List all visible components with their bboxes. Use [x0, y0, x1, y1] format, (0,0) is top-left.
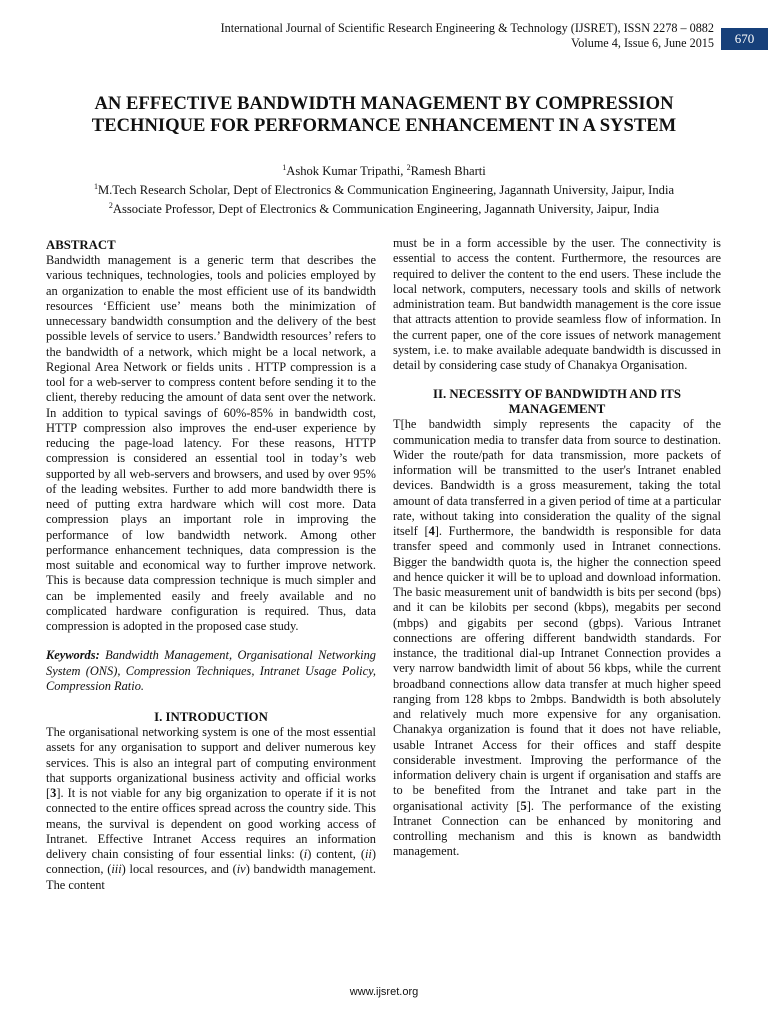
author-2: Ramesh Bharti	[410, 164, 486, 179]
keywords-text: Bandwidth Management, Organisational Networking System (ONS), Compression Techniques, Intranet Usage Policy, Compression Ratio.	[46, 648, 376, 693]
section-2-heading	[393, 387, 721, 417]
page-number-badge: 670	[721, 28, 768, 50]
intro-item-ii: ii	[364, 847, 372, 861]
abstract-heading: ABSTRACT	[46, 238, 116, 252]
section-2-heading-line-2: MANAGEMENT	[508, 402, 606, 417]
footer-url: www.ijsret.org	[349, 986, 419, 998]
intro-item-i: i	[303, 847, 308, 861]
section-2-text-2: ]. Furthermore, the bandwidth is responsible for data transfer speed and commonly used in Intranet connections. Bigger the bandwidth quota is, the higher the connection speed and hence quicker it will be to upload and download information. The basic measurement unit of bandwidth is bits per second (bps) and it can be kilobits per second (kbps), megabits per second (mbps) and gigabits per second (gbps). Various Intranet connections are offering different bandwidth standards. For instance, the traditional dial-up Intranet Connection provides a very narrow bandwidth limit of about 56 kbps, while the current broadband connections allow data transfer at much higher speed ranging from 128 kbps to 2mbps. Bandwidth is both absolutely and relatively much more expensive for any organisation. Chanakya organization is found that it does not have reliable, usable Intranet Access for their offices and staff despite considerable investment. Improving the performance of the information delivery chain is urgent if organisation and staffs are to be benefited from the Intranet and take part in the organisational activity [	[393, 524, 721, 813]
affiliation-mark-2: 2	[108, 201, 113, 211]
citation-4: 4	[428, 524, 435, 538]
intro-text-5: ) local resources, and (	[121, 862, 237, 877]
left-column	[46, 238, 376, 893]
keywords-paragraph	[46, 648, 376, 694]
affiliation-1	[20, 179, 748, 198]
intro-item-iii: iii	[111, 862, 122, 877]
citation-5: 5	[520, 798, 527, 813]
keywords-label: Keywords:	[46, 648, 100, 663]
section-2-text-3: ]. The performance of the existing Intranet Connection can be enhanced by monitoring and controlling mechanism and this is known as bandwidth management.	[393, 798, 722, 859]
author-names	[20, 160, 748, 179]
affiliation-2-text: Associate Professor, Dept of Electronics & Communication Engineering, Jagannath University, Jaipur, India	[112, 202, 660, 217]
intro-text-4: ) connection, (	[46, 847, 376, 877]
journal-name: International Journal of Scientific Research Engineering & Technology (IJSRET), ISSN 2278 – 0882	[220, 21, 714, 35]
paper-title	[20, 93, 748, 137]
volume-issue: Volume 4, Issue 6, June 2015	[571, 36, 714, 50]
intro-text-1: The organisational networking system is one of the most essential assets for any organisation to support and deliver numerous key services. This is also an integral part of computing environment that supports organizational business activity and official works [	[46, 725, 376, 800]
affiliation-2	[20, 198, 748, 217]
intro-item-iv: iv	[236, 862, 246, 877]
title-line-1: AN EFFECTIVE BANDWIDTH MANAGEMENT BY COMPRESSION	[94, 93, 674, 114]
author-1: Ashok Kumar Tripathi,	[286, 164, 407, 179]
section-2-heading-line-1: II. NECESSITY OF BANDWIDTH AND ITS	[433, 387, 681, 402]
author-block	[20, 160, 748, 218]
section-2-text	[393, 417, 721, 859]
introduction-continued: must be in a form accessible by the user. The connectivity is essential to access the content. Furthermore, the resources are required to deliver the content to the end users. These include the local network, computers, necessary tools and skills of network administration team. But bandwidth management is the core issue that attracts attention to provide seamless flow of information. In the current paper, one of the core issues of network management system, i.e. to make available adequate bandwidth is discussed in detail by considering case study of Chanakya Organisation.	[393, 236, 721, 372]
abstract-text: Bandwidth management is a generic term that describes the various techniques, technologies, tools and policies employed by an organization to enable the most efficient use of its bandwidth resources ‘Efficient use’ means both the minimization of unnecessary bandwidth consumption and the delivery of the best possible levels of service to users.’ Bandwidth resources’ refers to the bandwidth of a network, which might be a local network, a Regional Area Network or fields units . HTTP compression is a tool for a web-server to compress content before sending it to the client, thereby reducing the amount of data sent over the network. In addition to typical savings of 60%-85% in bandwidth cost, HTTP compression also improves the end-user experience by reducing the page-load latency. For these reasons, HTTP compression is considered an essential tool in today’s web supported by all web-servers and browsers, and used by over 95% of the leading websites. Further to add more bandwidth there is need of putting extra hardware which will cost more. Data compression plays an important role in improving the performance of low bandwidth network. Among other performance enhancement techniques, data compression is the most suitable and economical way to further improve network. This is because data compression technique is much simpler and can be implemented easily and freely available and no complicated hardware configuration is required. Thus, data compression is adopted in the proposed case study.	[46, 253, 376, 633]
intro-text-6: ) bandwidth management. The content	[46, 862, 377, 892]
journal-header	[0, 21, 714, 51]
citation-3: 3	[50, 786, 57, 800]
author-mark-1: 1	[282, 163, 287, 172]
intro-text-3: ) content, (	[307, 847, 365, 861]
introduction-text	[46, 725, 376, 893]
author-mark-2: 2	[406, 163, 411, 172]
section-2-text-1: T[he bandwidth simply represents the capacity of the communication media to transfer data from source to destination. Wider the route/path for data transmission, more packets of information will be transmitted to the user's Intranet enabled devices. Bandwidth is a gross measurement, taking the total amount of data transferred in a given period of time at a particular rate, without taking into consideration the quality of the signal itself [	[393, 417, 721, 538]
intro-text-2: ]. It is not viable for any big organization to operate if it is not connected to the entire offices spread across the country side. This means, the survival is dependent on good working access of Intranet. Effective Intranet Access requires an information delivery chain consisting of four essential links: (	[46, 786, 376, 861]
introduction-heading: I. INTRODUCTION	[154, 710, 268, 724]
title-line-2: TECHNIQUE FOR PERFORMANCE ENHANCEMENT IN A SYSTEM	[91, 115, 677, 136]
right-column	[393, 236, 721, 860]
affiliation-1-text: M.Tech Research Scholar, Dept of Electronics & Communication Engineering, Jagannath University, Jaipur, India	[97, 183, 675, 198]
affiliation-mark-1: 1	[93, 182, 98, 192]
